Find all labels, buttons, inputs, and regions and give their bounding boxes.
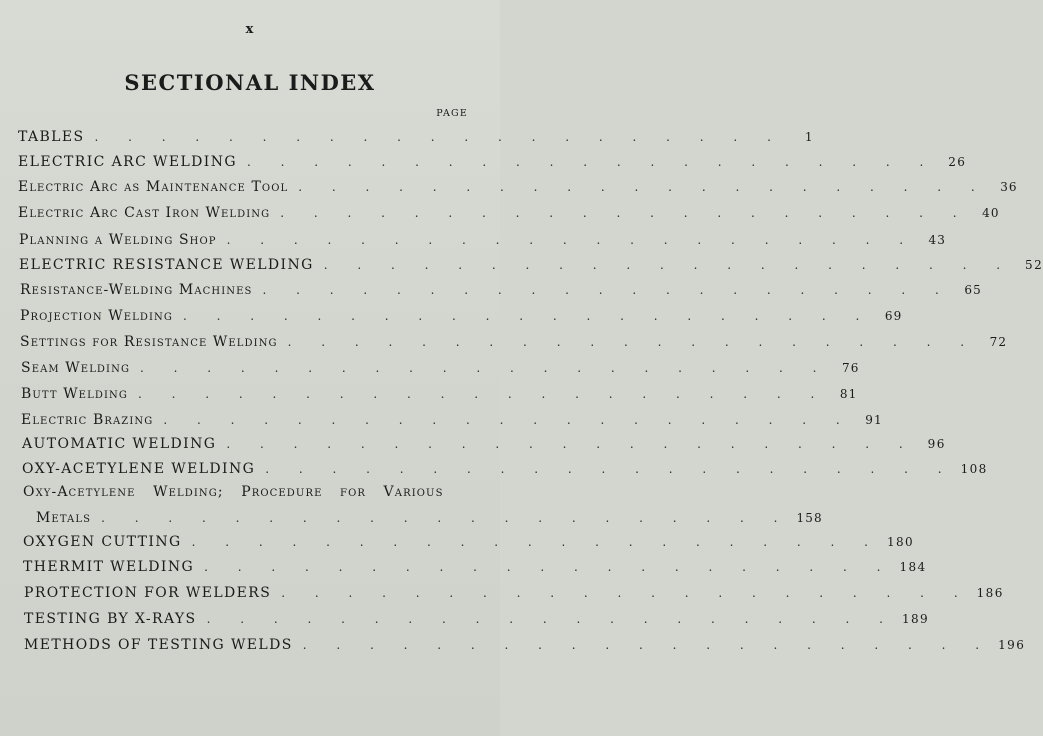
leader-dots: . . . . . . . . . . . . . . . . . . . . . — [262, 283, 952, 297]
entry-page: 81 — [839, 387, 858, 401]
entry-page: 40 — [982, 206, 1000, 220]
index-entry — [21, 409, 883, 431]
entry-label: OXYGEN CUTTING — [23, 534, 182, 550]
leader-dots: . . . . . . . . . . . . . . . . . . . . . — [265, 462, 955, 476]
index-entry-first-line — [23, 481, 444, 503]
index-entry — [22, 433, 946, 455]
leader-dots: . . . . . . . . . . . . . . . . . . . . . — [140, 361, 830, 375]
leader-dots: . . . . . . . . . . . . . . . . . . . . . — [226, 437, 916, 451]
index-entry — [21, 357, 860, 379]
entry-label: TABLES — [18, 129, 85, 145]
leader-dots: . . . . . . . . . . . . . . . . . . . . . — [204, 560, 894, 574]
index-entry — [24, 608, 930, 630]
index-entry — [18, 176, 1018, 198]
page-title: SECTIONAL INDEX — [124, 70, 376, 95]
entry-label: Electric Arc as Maintenance Tool — [18, 179, 289, 195]
leader-dots: . . . . . . . . . . . . . . . . . . . . . — [206, 612, 896, 626]
leader-dots: . . . . . . . . . . . . . . . . . . . . . — [246, 155, 937, 169]
entry-label: METHODS OF TESTING WELDS — [24, 637, 293, 653]
entry-page: 72 — [989, 335, 1008, 349]
index-entry — [18, 202, 1000, 224]
entry-label: Planning a Welding Shop — [19, 232, 217, 248]
entry-page: 96 — [927, 437, 946, 451]
leader-dots: . . . . . . . . . . . . . . . . . . . . . — [182, 309, 873, 323]
entry-label: Electric Arc Cast Iron Welding — [18, 205, 271, 221]
index-entry — [18, 126, 814, 148]
entry-label: TESTING BY X-RAYS — [24, 611, 197, 627]
entry-label: PROTECTION FOR WELDERS — [24, 585, 272, 601]
entry-label: Resistance-Welding Machines — [20, 282, 253, 298]
entry-label: Oxy-Acetylene Welding; Procedure for Various — [23, 484, 444, 500]
entry-page: 189 — [901, 612, 930, 626]
entry-label-continued: Metals — [36, 510, 92, 526]
leader-dots: . . . . . . . . . . . . . . . . . . . . . — [226, 233, 917, 247]
entry-page: 91 — [865, 413, 883, 427]
index-entry — [20, 279, 982, 301]
leader-dots: . . . . . . . . . . . . . . . . . . . . . — [302, 638, 993, 652]
entry-page: 186 — [976, 586, 1004, 600]
leader-dots: . . . . . . . . . . . . . . . . . . . . . — [163, 413, 853, 427]
leader-dots: . . . . . . . . . . . . . . . . . . . . . — [94, 130, 784, 144]
leader-dots: . . . . . . . . . . . . . . . . . . . . . — [137, 387, 828, 401]
entry-page: 184 — [899, 560, 927, 574]
index-entry — [23, 556, 927, 578]
leader-dots: . . . . . . . . . . . . . . . . . . . . . — [298, 180, 988, 194]
page-column-header: PAGE — [436, 108, 468, 119]
entry-page: 43 — [928, 233, 947, 247]
entry-page: 69 — [884, 309, 903, 323]
entry-page: 196 — [998, 638, 1026, 652]
index-entry — [24, 582, 1004, 604]
leader-dots: . . . . . . . . . . . . . . . . . . . . . — [281, 586, 971, 600]
index-entry — [22, 458, 988, 480]
entry-page: 26 — [948, 155, 967, 169]
index-entry — [19, 229, 947, 251]
entry-label: ELECTRIC ARC WELDING — [18, 154, 237, 170]
page-number: x — [245, 22, 255, 37]
entry-label: Projection Welding — [20, 308, 173, 324]
index-entry — [23, 531, 915, 553]
index-entry — [21, 383, 858, 405]
index-entry — [18, 151, 967, 173]
entry-label: Settings for Resistance Welding — [20, 334, 278, 350]
index-entry — [24, 634, 1026, 656]
entry-label: OXY-ACETYLENE WELDING — [22, 461, 256, 477]
leader-dots: . . . . . . . . . . . . . . . . . . . . . — [323, 258, 1014, 272]
leader-dots: . . . . . . . . . . . . . . . . . . . . . — [191, 535, 881, 549]
index-entry — [19, 254, 1043, 276]
index-entry — [20, 331, 1008, 353]
entry-label: Electric Brazing — [21, 412, 154, 428]
entry-label: ELECTRIC RESISTANCE WELDING — [19, 257, 314, 273]
entry-page: 180 — [886, 535, 915, 549]
entry-label: Seam Welding — [21, 360, 131, 376]
entry-page: 1 — [804, 130, 814, 144]
entry-label: AUTOMATIC WELDING — [22, 436, 217, 452]
index-entry — [20, 305, 903, 327]
entry-page: 76 — [841, 361, 860, 375]
entry-page: 108 — [960, 462, 988, 476]
leader-dots: . . . . . . . . . . . . . . . . . . . . . — [280, 206, 970, 220]
leader-dots: . . . . . . . . . . . . . . . . . . . . . — [287, 335, 978, 349]
entry-label: THERMIT WELDING — [23, 559, 195, 575]
leader-dots: . . . . . . . . . . . . . . . . . . . . . — [101, 511, 791, 525]
entry-page: 158 — [796, 511, 823, 525]
index-entry — [36, 507, 823, 529]
entry-label: Butt Welding — [21, 386, 128, 402]
entry-page: 65 — [964, 283, 982, 297]
entry-page: 36 — [1000, 180, 1018, 194]
entry-page: 52 — [1025, 258, 1043, 272]
